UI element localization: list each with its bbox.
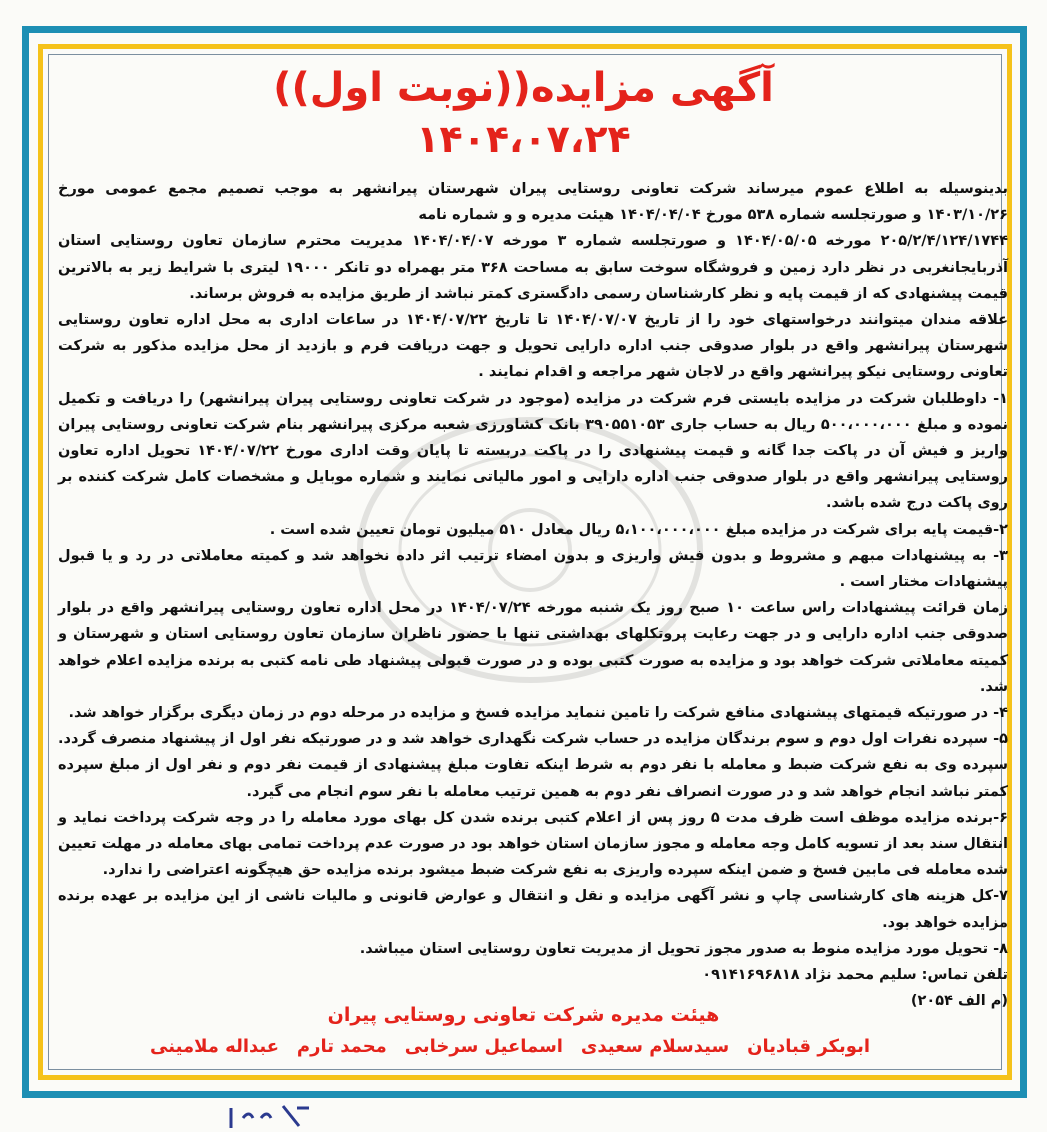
paragraph: ۳- به پیشنهادات مبهم و مشروط و بدون فیش واریزی و بدون امضاء ترتیب اثر داده نخواهد شد و کمیته معاملاتی در رد و یا قبول پیشنهادات مختار است . <box>58 547 1008 591</box>
paragraph: ۶-برنده مزایده موظف است ظرف مدت ۵ روز پس از اعلام کتبی برنده شدن کل بهای مورد معامله را در وجه شرکت پرداخت نماید و انتقال سند بعد از تسویه کامل وجه معامله و مجوز سازمان استان خواهد بود در صورت عدم پرداخت تمامی بهای معامله در مهلت تعیین شده معامله فی مابین فسخ و ضمن اینکه سپرده واریزی به نفع شرکت ضبط میشود برنده مزایده حق هیچگونه اعتراضی را ندارد. <box>58 809 1008 879</box>
member-name: محمد تارم <box>296 1036 387 1057</box>
announcement-date: ۱۴۰۴،۰۷،۲۴ <box>416 117 631 161</box>
paragraph: ۲۰۵/۲/۴/۱۲۴/۱۷۴۴ مورخه ۱۴۰۴/۰۵/۰۵ و صورتجلسه شماره ۳ مورخه ۱۴۰۴/۰۴/۰۷ مدیریت محترم سازمان تعاون روستایی استان آذربایجانغربی در نظر دارد زمین و فروشگاه سوخت سابق به مساحت ۳۶۸ متر بهمراه دو تانکر ۱۹۰۰۰ لیتری با شرایط زیر به بالاترین قیمت پیشنهادی که از قیمت پایه و نظر کارشناسان رسمی دادگستری کمتر نباشد از طریق مزایده به فروش برساند. <box>58 233 1009 302</box>
member-name: ابوبکر قبادیان <box>747 1036 870 1057</box>
paragraph: ۵- سپرده نفرات اول دوم و سوم برندگان مزایده در حساب شرکت نگهداری خواهد شد و در صورتیکه نفر اول از پیشنهاد منصرف گردد. سپرده وی به نفع شرکت ضبط و معامله با نفر دوم به شرط اینکه تفاوت مبلغ پیشنهادی از قیمت نفر دوم و نفر اول از مبلغ سپرده کمتر نباشد انجام خواهد شد و در صورت انصراف نفر دوم به همین ترتیب معامله با نفر سوم انجام می گیرد. <box>58 731 1008 800</box>
contact-phone: تلفن تماس: سلیم محمد نژاد ۰۹۱۴۱۶۹۶۸۱۸ <box>702 967 1008 984</box>
reference-code: (م الف ۲۰۵۴) <box>910 993 1008 1010</box>
member-name: عبداله ملامینی <box>150 1036 280 1057</box>
paragraph: بدینوسیله به اطلاع عموم میرساند شرکت تعاونی روستایی پیران شهرستان پیرانشهر به موجب تصمیم مجمع عمومی مورخ ۱۴۰۳/۱۰/۲۶ و صورتجلسه شماره ۵۳۸ مورخ ۱۴۰۴/۰۴/۰۴ هیئت مدیره و و شماره نامه <box>58 181 1008 224</box>
paragraph: علاقه مندان میتوانند درخواستهای خود را از تاریخ ۱۴۰۴/۰۷/۰۷ تا تاریخ ۱۴۰۴/۰۷/۲۲ در ساعات اداری به محل اداره تعاون روستایی شهرستان پیرانشهر واقع در بلوار صدوقی جنب اداره دارایی تحویل و جهت دریافت فرم و بازدید از محل مزایده مذکور به شرکت تعاونی روستایی نیکو پیرانشهر واقع در لاجان شهر مراجعه و اقدام نمایند . <box>58 312 1008 381</box>
announcement-body <box>58 176 1008 1015</box>
board-members <box>150 1036 870 1057</box>
handwritten-mark-icon <box>225 1102 315 1130</box>
member-name: اسماعیل سرخابی <box>404 1036 563 1057</box>
paragraph: زمان قرائت پیشنهادات راس ساعت ۱۰ صبح روز یک شنبه مورخه ۱۴۰۴/۰۷/۲۴ در محل اداره تعاون روستایی پیرانشهر واقع در بلوار صدوقی جنب اداره دارایی و در جهت رعایت پروتکلهای بهداشتی تنها با حضور ناظران سازمان تعاون روستایی استان و شهرستان و کمیته معاملاتی شرکت خواهد بود و مزایده به صورت کتبی بوده و در صورت قبولی پیشنهاد طی نامه کتبی به برنده مزایده اعلام خواهد شد. <box>58 600 1009 695</box>
board-title: هیئت مدیره شرکت تعاونی روستایی پیران <box>327 1004 720 1026</box>
page-title: آگهی مزایده((نوبت اول)) <box>273 65 774 111</box>
member-name: سیدسلام سعیدی <box>580 1036 730 1057</box>
paragraph: ۲-قیمت پایه برای شرکت در مزایده مبلغ ۵،۱۰۰،۰۰۰،۰۰۰ ریال معادل ۵۱۰ میلیون تومان تعیین شده است . <box>269 521 1008 538</box>
paragraph: ۷-کل هزینه های کارشناسی چاپ و نشر آگهی مزایده و نقل و انتقال و عوارض قانونی و مالیات ناشی از این مزایده بر عهده برنده مزایده خواهد بود. <box>58 888 1008 931</box>
paragraph: ۸- تحویل مورد مزایده منوط به صدور مجوز تحویل از مدیریت تعاون روستایی استان میباشد. <box>359 940 1008 957</box>
paragraph: ۴- در صورتیکه قیمتهای پیشنهادی منافع شرکت را تامین ننماید مزایده فسخ و مزایده در مرحله دوم در زمان دیگری برگزار خواهد شد. <box>68 705 1008 722</box>
paragraph: ۱- داوطلبان شرکت در مزایده بایستی فرم شرکت در مزایده (موجود در شرکت تعاونی روستایی پیران پیرانشهر) را دریافت و تکمیل نموده و مبلغ ۵۰۰،۰۰۰،۰۰۰ ریال به حساب جاری ۳۹۰۵۵۱۰۵۳ بانک کشاورزی شعبه مرکزی پیرانشهر بنام شرکت تعاونی روستایی پیران واریز و فیش آن در پاکت جدا گانه و قیمت پیشنهادی را در پاکت دربسته تا پایان وقت اداری مورخ ۱۴۰۴/۰۷/۲۲ تحویل اداره تعاون روستایی پیرانشهر واقع در بلوار صدوقی جنب اداره دارایی و امور مالیاتی نمایند و شماره موبایل و مشخصات کامل شرکت کننده بر روی پاکت درج شده باشد. <box>58 390 1008 512</box>
